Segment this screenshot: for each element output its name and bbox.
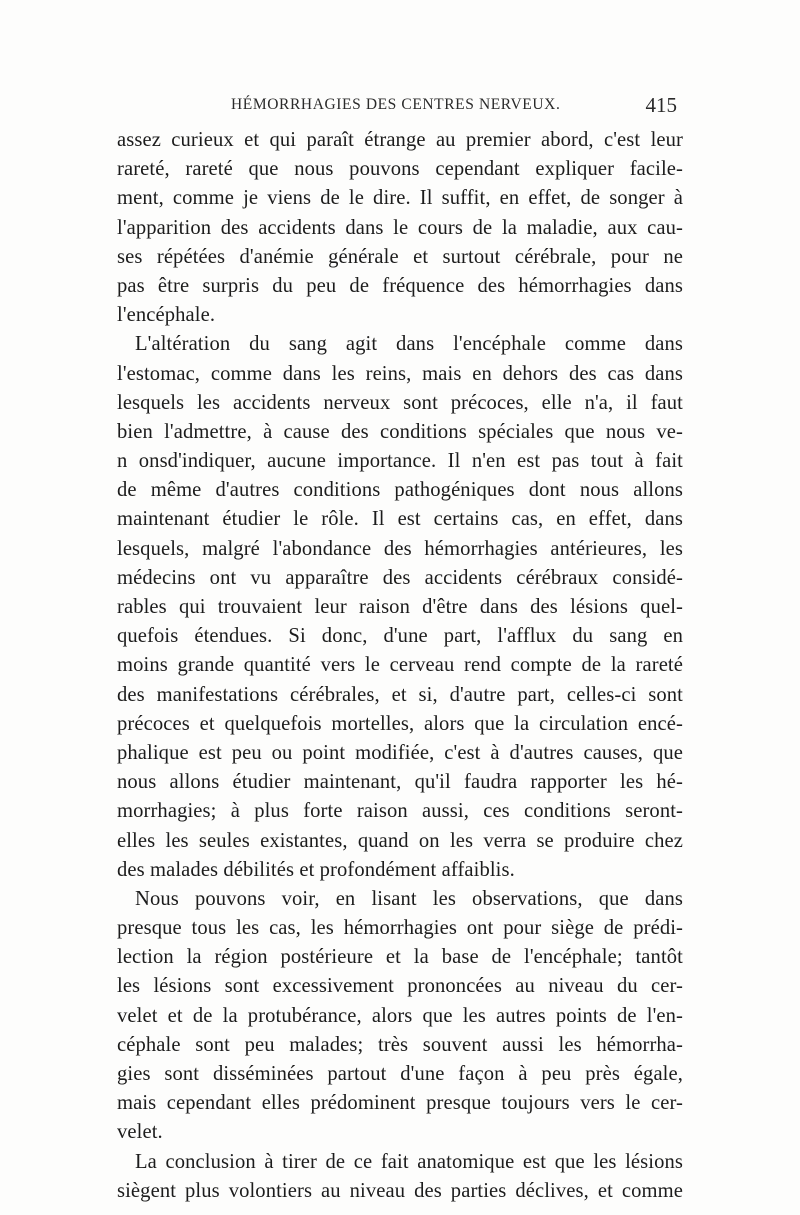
text-line: phalique est peu ou point modifiée, c'est à d'autres causes, que [117,741,683,764]
text-line: ment, comme je viens de le dire. Il suffit, en effet, de songer à [117,187,683,210]
running-header [117,93,681,122]
text-line: les lésions sont excessivement prononcées au niveau du cer- [117,975,683,998]
text-line: presque tous les cas, les hémorrhagies ont pour siège de prédi- [117,917,683,940]
text-line: ses répétées d'anémie générale et surtout cérébrale, pour ne [117,245,683,268]
text-line: maintenant étudier le rôle. Il est certains cas, en effet, dans [117,508,683,531]
text-line: médecins ont vu apparaître des accidents cérébraux considé- [117,566,683,589]
text-line: siègent plus volontiers au niveau des parties déclives, et comme [117,1179,683,1202]
text-line: lesquels les accidents nerveux sont précoces, elle n'a, il faut [117,391,683,414]
running-title: HÉMORRHAGIES DES CENTRES NERVEUX. [231,96,561,113]
text-line: elles les seules existantes, quand on les verra se produire chez [117,829,683,852]
text-line: mais cependant elles prédominent presque toujours vers le cer- [117,1092,683,1115]
text-line: Nous pouvons voir, en lisant les observations, que dans [135,887,683,910]
text-line: La conclusion à tirer de ce fait anatomique est que les lésions [135,1150,683,1173]
text-line: des malades débilités et profondément affaiblis. [117,858,515,881]
text-line: précoces et quelquefois mortelles, alors que la circulation encé- [117,712,683,735]
text-line: velet et de la protubérance, alors que les autres points de l'en- [117,1004,683,1027]
text-line: gies sont disséminées partout d'une façon à peu près égale, [117,1063,683,1085]
text-line: l'apparition des accidents dans le cours de la maladie, aux cau- [117,216,683,239]
text-line: velet. [117,1121,163,1144]
text-line: l'estomac, comme dans les reins, mais en dehors des cas dans [117,362,683,385]
text-line: L'altération du sang agit dans l'encéphale comme dans [135,333,683,356]
body-text [117,126,683,1206]
text-line: assez curieux et qui paraît étrange au premier abord, c'est leur [117,129,683,151]
text-line: de même d'autres conditions pathogéniques dont nous allons [117,479,683,502]
text-line: lesquels, malgré l'abondance des hémorrhagies antérieures, les [117,537,683,560]
text-line: morrhagies; à plus forte raison aussi, ces conditions seront- [117,800,683,823]
text-line: lection la région postérieure et la base de l'encéphale; tantôt [117,946,683,969]
text-line: n onsd'indiquer, aucune importance. Il n'en est pas tout à fait [117,450,683,473]
page-number: 415 [645,93,677,117]
text-line: quefois étendues. Si donc, d'une part, l'afflux du sang en [117,625,683,648]
text-line: moins grande quantité vers le cerveau rend compte de la rareté [117,654,683,677]
text-line: bien l'admettre, à cause des conditions spéciales que nous ve- [117,420,683,443]
text-line: l'encéphale. [117,304,216,327]
text-line: céphale sont peu malades; très souvent aussi les hémorrha- [117,1033,683,1056]
text-line: nous allons étudier maintenant, qu'il faudra rapporter les hé- [117,771,683,794]
text-line: rables qui trouvaient leur raison d'être dans des lésions quel- [117,596,683,618]
text-line: des manifestations cérébrales, et si, d'autre part, celles-ci sont [117,683,683,706]
text-line: pas être surpris du peu de fréquence des hémorrhagies dans [117,274,683,297]
text-line: rareté, rareté que nous pouvons cependant expliquer facile- [117,158,683,181]
